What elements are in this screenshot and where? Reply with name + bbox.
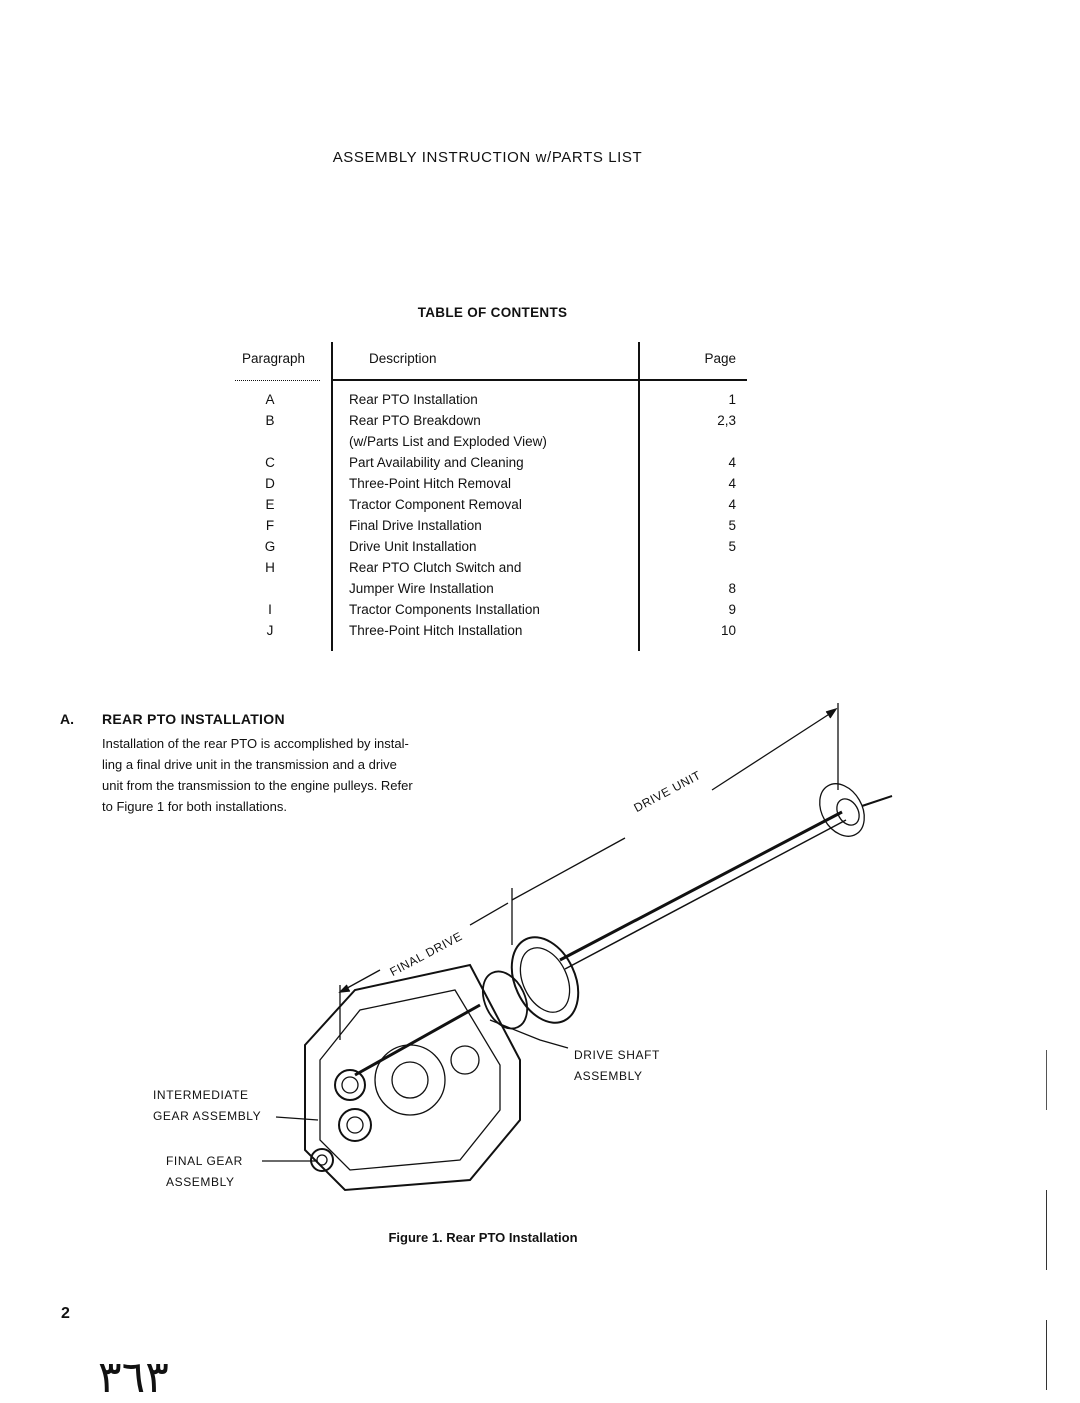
page-number: 2 xyxy=(61,1305,70,1322)
toc-para: B xyxy=(265,413,275,428)
intermediate-gear xyxy=(335,1070,365,1100)
scan-edge-mark xyxy=(1046,1190,1047,1270)
section-heading: REAR PTO INSTALLATION xyxy=(102,711,285,727)
drive-unit-dimension-line-b xyxy=(712,711,834,790)
toc-para: F xyxy=(265,518,275,533)
toc-page: 4 xyxy=(728,497,736,512)
scan-edge-mark xyxy=(1046,1050,1047,1110)
toc-desc: Tractor Components Installation xyxy=(349,602,540,617)
toc-page: 10 xyxy=(720,623,736,638)
toc-header-page: Page xyxy=(704,351,736,366)
body-line: unit from the transmission to the engine pulleys. Refer xyxy=(102,778,413,793)
toc-page: 1 xyxy=(728,392,736,407)
toc-para: G xyxy=(264,539,276,554)
toc-desc: Three-Point Hitch Installation xyxy=(349,623,523,638)
label-final-gear: FINAL GEAR xyxy=(166,1154,243,1168)
scan-edge-mark xyxy=(1046,1320,1047,1390)
toc-para: I xyxy=(268,602,272,617)
toc-desc: Rear PTO Clutch Switch and xyxy=(349,560,522,575)
toc-desc: Tractor Component Removal xyxy=(349,497,522,512)
toc-desc: (w/Parts List and Exploded View) xyxy=(349,434,547,449)
toc-desc: Rear PTO Breakdown xyxy=(349,413,481,428)
toc-desc: Final Drive Installation xyxy=(349,518,482,533)
toc-page: 9 xyxy=(728,602,736,617)
label-drive-unit: DRIVE UNIT xyxy=(631,767,704,816)
toc-para: J xyxy=(266,623,274,638)
toc-header-description: Description xyxy=(369,351,437,366)
final-gear xyxy=(339,1109,371,1141)
toc-title: TABLE OF CONTENTS xyxy=(417,305,568,320)
label-intermediate-gear-assembly: GEAR ASSEMBLY xyxy=(153,1109,262,1123)
toc-para: A xyxy=(265,392,275,407)
clutch-drum xyxy=(499,927,591,1034)
drive-unit-arrowhead xyxy=(826,709,836,718)
toc-desc: Drive Unit Installation xyxy=(349,539,477,554)
toc-desc: Part Availability and Cleaning xyxy=(349,455,524,470)
toc-para: C xyxy=(265,455,275,470)
body-line: ling a final drive unit in the transmission and a drive xyxy=(102,757,397,772)
final-drive-dimension-line-b xyxy=(470,903,508,925)
toc-desc: Rear PTO Installation xyxy=(349,392,478,407)
body-line: to Figure 1 for both installations. xyxy=(102,799,287,814)
section-letter: A. xyxy=(60,711,74,727)
intermediate-gear-leader xyxy=(276,1117,318,1120)
final-drive-arrowhead xyxy=(340,985,350,992)
toc-page: 4 xyxy=(728,476,736,491)
label-drive-shaft-assembly: ASSEMBLY xyxy=(574,1069,643,1083)
toc-page: 5 xyxy=(728,539,736,554)
handwritten-stamp: ٣٦٣ xyxy=(98,1352,169,1403)
label-final-drive: FINAL DRIVE xyxy=(387,929,465,980)
toc-page: 8 xyxy=(728,581,736,596)
body-line: Installation of the rear PTO is accomplished by instal- xyxy=(102,736,409,751)
drive-shaft-leader xyxy=(490,1020,568,1048)
toc-page: 5 xyxy=(728,518,736,533)
label-drive-shaft: DRIVE SHAFT xyxy=(574,1048,660,1062)
toc-para: E xyxy=(265,497,275,512)
figure-caption: Figure 1. Rear PTO Installation xyxy=(388,1230,578,1245)
document-title: ASSEMBLY INSTRUCTION w/PARTS LIST xyxy=(332,149,643,166)
drive-shaft xyxy=(560,812,842,960)
toc-desc: Three-Point Hitch Removal xyxy=(349,476,512,491)
label-intermediate: INTERMEDIATE xyxy=(153,1088,249,1102)
label-final-gear-assembly: ASSEMBLY xyxy=(166,1175,235,1189)
toc-page: 2,3 xyxy=(717,413,736,428)
toc-header-paragraph: Paragraph xyxy=(242,351,306,366)
toc-para: H xyxy=(265,560,275,575)
toc-page: 4 xyxy=(728,455,736,470)
toc-para: D xyxy=(265,476,275,491)
toc-desc: Jumper Wire Installation xyxy=(349,581,494,596)
drive-unit-dimension-line-a xyxy=(512,838,625,900)
